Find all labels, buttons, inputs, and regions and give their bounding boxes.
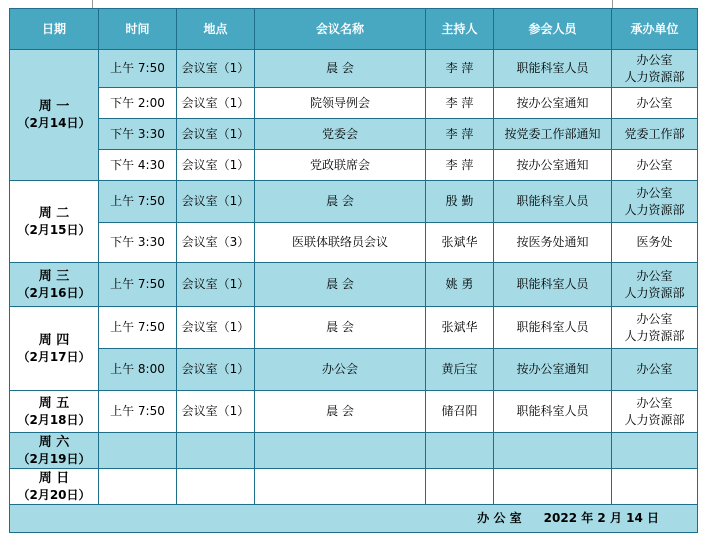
time-cell: 下午 4:30	[99, 150, 177, 181]
day-cell	[10, 50, 99, 181]
attendees-cell: 按办公室通知	[494, 349, 612, 391]
time-cell: 上午 7:50	[99, 263, 177, 307]
organizer-cell	[612, 88, 698, 119]
day-date: （2月19日）	[17, 451, 91, 466]
organizer-unit: 医务处	[636, 235, 673, 249]
day-date: （2月18日）	[17, 412, 91, 427]
host-cell: 张斌华	[426, 307, 494, 349]
day-name: 周 日	[38, 470, 70, 486]
schedule-body	[10, 50, 698, 505]
time-cell	[99, 433, 177, 469]
schedule-row	[10, 307, 698, 349]
day-name: 周 二	[38, 205, 70, 221]
organizer-unit: 办公室	[636, 311, 673, 326]
organizer-unit: 办公室	[636, 395, 673, 410]
organizer-unit: 人力资源部	[624, 412, 685, 427]
host-cell	[426, 469, 494, 505]
schedule-row	[10, 263, 698, 307]
meeting-name-cell: 党委会	[255, 119, 426, 150]
meeting-name-cell: 晨 会	[255, 181, 426, 223]
organizer-cell	[612, 349, 698, 391]
meeting-name-cell: 医联体联络员会议	[255, 223, 426, 263]
place-cell: 会议室（1）	[177, 391, 255, 433]
place-cell: 会议室（1）	[177, 119, 255, 150]
day-date: （2月17日）	[17, 349, 91, 364]
header-organizer: 承办单位	[612, 9, 698, 50]
meeting-schedule-table	[9, 8, 698, 533]
time-cell: 上午 8:00	[99, 349, 177, 391]
organizer-unit: 人力资源部	[624, 328, 685, 343]
host-cell: 姚 勇	[426, 263, 494, 307]
place-cell: 会议室（1）	[177, 181, 255, 223]
day-cell	[10, 181, 99, 263]
organizer-cell	[612, 223, 698, 263]
host-cell: 李 萍	[426, 150, 494, 181]
place-cell: 会议室（3）	[177, 223, 255, 263]
meeting-name-cell	[255, 433, 426, 469]
attendees-cell	[494, 433, 612, 469]
meeting-name-cell: 晨 会	[255, 50, 426, 88]
host-cell: 黄后宝	[426, 349, 494, 391]
footer-signature	[10, 505, 698, 533]
organizer-cell	[612, 150, 698, 181]
host-cell: 储召阳	[426, 391, 494, 433]
schedule-row	[10, 433, 698, 469]
schedule-row	[10, 223, 698, 263]
meeting-name-cell: 院领导例会	[255, 88, 426, 119]
organizer-unit: 人力资源部	[624, 69, 685, 84]
footer-date: 2022 年 2 月 14 日	[543, 511, 659, 525]
day-date: （2月14日）	[17, 116, 91, 130]
place-cell: 会议室（1）	[177, 307, 255, 349]
organizer-cell	[612, 391, 698, 433]
place-cell: 会议室（1）	[177, 349, 255, 391]
time-cell: 上午 7:50	[99, 50, 177, 88]
organizer-cell	[612, 307, 698, 349]
attendees-cell: 职能科室人员	[494, 307, 612, 349]
attendees-cell: 按医务处通知	[494, 223, 612, 263]
meeting-name-cell: 党政联席会	[255, 150, 426, 181]
footer-office: 办 公 室	[477, 511, 522, 525]
header-place: 地点	[177, 9, 255, 50]
schedule-row	[10, 349, 698, 391]
header-date: 日期	[10, 9, 99, 50]
day-date: （2月16日）	[17, 285, 91, 300]
time-cell: 上午 7:50	[99, 181, 177, 223]
day-date: （2月15日）	[17, 222, 91, 237]
host-cell: 李 萍	[426, 50, 494, 88]
meeting-name-cell	[255, 469, 426, 505]
place-cell: 会议室（1）	[177, 150, 255, 181]
host-cell: 李 萍	[426, 88, 494, 119]
header-time: 时间	[99, 9, 177, 50]
header-meeting-name: 会议名称	[255, 9, 426, 50]
meeting-name-cell: 晨 会	[255, 263, 426, 307]
host-cell: 李 萍	[426, 119, 494, 150]
day-name: 周 一	[38, 99, 70, 114]
organizer-unit: 办公室	[636, 268, 673, 283]
meeting-name-cell: 晨 会	[255, 307, 426, 349]
day-name: 周 三	[38, 268, 70, 284]
schedule-row	[10, 181, 698, 223]
organizer-cell	[612, 181, 698, 223]
place-cell: 会议室（1）	[177, 88, 255, 119]
attendees-cell: 职能科室人员	[494, 181, 612, 223]
header-attendees: 参会人员	[494, 9, 612, 50]
schedule-row	[10, 469, 698, 505]
attendees-cell: 按办公室通知	[494, 88, 612, 119]
place-cell	[177, 433, 255, 469]
day-name: 周 四	[38, 332, 70, 348]
place-cell: 会议室（1）	[177, 263, 255, 307]
attendees-cell: 按党委工作部通知	[494, 119, 612, 150]
header-row	[10, 9, 698, 50]
meeting-name-cell: 办公会	[255, 349, 426, 391]
day-cell	[10, 391, 99, 433]
day-cell	[10, 433, 99, 469]
day-cell	[10, 263, 99, 307]
organizer-unit: 办公室	[636, 362, 673, 376]
meeting-name-cell: 晨 会	[255, 391, 426, 433]
header-host: 主持人	[426, 9, 494, 50]
organizer-cell	[612, 119, 698, 150]
day-cell	[10, 307, 99, 391]
organizer-unit: 办公室	[636, 185, 673, 200]
organizer-cell	[612, 50, 698, 88]
schedule-row	[10, 391, 698, 433]
organizer-unit: 人力资源部	[624, 202, 685, 217]
time-cell: 下午 3:30	[99, 119, 177, 150]
attendees-cell: 职能科室人员	[494, 263, 612, 307]
schedule-row	[10, 50, 698, 88]
time-cell: 上午 7:50	[99, 307, 177, 349]
attendees-cell	[494, 469, 612, 505]
host-cell: 殷 勤	[426, 181, 494, 223]
attendees-cell: 职能科室人员	[494, 391, 612, 433]
day-name: 周 五	[38, 395, 70, 411]
organizer-cell	[612, 263, 698, 307]
time-cell: 下午 3:30	[99, 223, 177, 263]
day-date: （2月20日）	[17, 487, 91, 502]
meeting-schedule-sheet	[9, 8, 697, 554]
organizer-unit: 党委工作部	[624, 126, 685, 141]
attendees-cell: 职能科室人员	[494, 50, 612, 88]
schedule-row	[10, 150, 698, 181]
organizer-unit: 办公室	[636, 52, 673, 67]
schedule-row	[10, 119, 698, 150]
organizer-cell	[612, 433, 698, 469]
attendees-cell: 按办公室通知	[494, 150, 612, 181]
organizer-unit: 人力资源部	[624, 285, 685, 300]
time-cell: 下午 2:00	[99, 88, 177, 119]
time-cell	[99, 469, 177, 505]
schedule-row	[10, 88, 698, 119]
organizer-cell	[612, 469, 698, 505]
organizer-unit: 办公室	[636, 95, 673, 110]
host-cell: 张斌华	[426, 223, 494, 263]
day-cell	[10, 469, 99, 505]
host-cell	[426, 433, 494, 469]
time-cell: 上午 7:50	[99, 391, 177, 433]
day-name: 周 六	[38, 434, 70, 450]
place-cell	[177, 469, 255, 505]
place-cell: 会议室（1）	[177, 50, 255, 88]
organizer-unit: 办公室	[636, 157, 673, 172]
footer-row	[10, 505, 698, 533]
